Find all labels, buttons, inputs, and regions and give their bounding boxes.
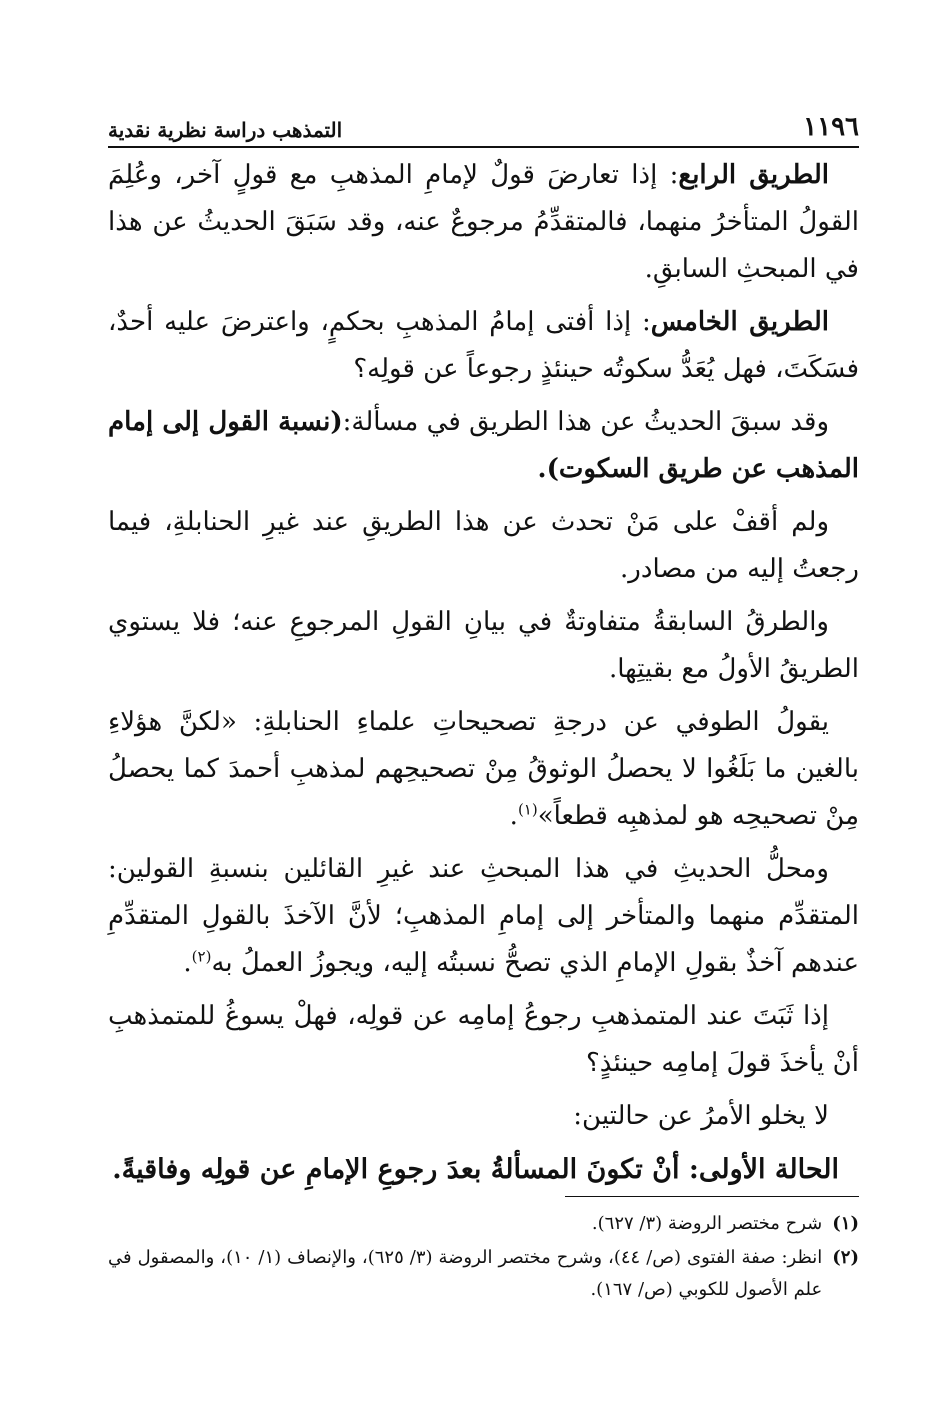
footnote-item [108, 1242, 859, 1306]
footnote-ref[interactable]: (٢) [191, 947, 212, 966]
paragraph-end: . [509, 801, 518, 831]
main-text [108, 152, 859, 1199]
footnote-item [108, 1208, 859, 1240]
footnote-text: شرح مختصر الروضة (٣/ ٦٢٧). [591, 1213, 823, 1234]
paragraph-label: الطريق الرابع [678, 160, 829, 190]
footnote-divider [565, 1196, 859, 1197]
footnotes [108, 1208, 859, 1308]
case-one-heading [108, 1146, 859, 1193]
paragraph-text: يقولُ الطوفي عن درجةِ تصحيحاتِ علماءِ الحنابلةِ: «لكنَّ هؤلاءِ بالغين ما بَلَغُوا لا يحصلُ الوثوقُ مِنْ تصحيحِهم لمذهبِ أحمدَ كما يحصلُ مِنْ تصحيحِه هو لمذهبِه قطعاً» [108, 707, 859, 831]
paragraph-tufi-quote [108, 699, 859, 840]
footnote-text: انظر: صفة الفتوى (ص/ ٤٤)، وشرح مختصر الروضة (٣/ ٦٢٥)، والإنصاف (١/ ١٠)، والمصقول في علم الأصول للكوبي (ص/ ١٦٧). [108, 1247, 823, 1300]
case-label: الحالة الأولى: [688, 1154, 839, 1185]
paragraph-fifth-method [108, 299, 859, 393]
case-text: أنْ تكونَ المسألةُ بعدَ رجوعِ الإمامِ عن قولِه وفاقيةً. [112, 1154, 680, 1185]
footnote-number: (٢) [832, 1247, 859, 1268]
paragraph-text: : إذا أفتى إمامُ المذهبِ بحكمٍ، واعترضَ عليه أحدٌ، فسَكَتَ، فهل يُعَدُّ سكوتُه حينئذٍ رجوعاً عن قولِه؟ [108, 307, 859, 384]
paragraph-fourth-method [108, 152, 859, 293]
paragraph-methods-vary: والطرقُ السابقةُ متفاوتةٌ في بيانِ القولِ المرجوعِ عنه؛ فلا يستوي الطريقُ الأولُ مع بقيتِها. [108, 607, 859, 684]
paragraph-scope [108, 846, 859, 987]
paragraph-label: الطريق الخامس [650, 307, 829, 337]
footnote-ref[interactable]: (١) [517, 800, 538, 819]
paragraph-end: . [183, 948, 192, 978]
paragraph-text: ومحلُّ الحديثِ في هذا المبحثِ عند غيرِ القائلين بنسبةِ القولين: المتقدِّم منهما والمتأخر إلى إمامِ المذهبِ؛ لأنَّ الآخذَ بالقولِ المتقدِّمِ عندهم آخذٌ بقولِ الإمامِ الذي تصحُّ نسبتُه إليه، ويجوزُ العملُ به [108, 854, 859, 978]
paragraph-question: إذا ثَبَتَ عند المتمذهبِ رجوعُ إمامِه عن قولِه، فهلْ يسوغُ للمتمذهبِ أنْ يأخذَ قولَ إمامِه حينئذٍ؟ [108, 1001, 859, 1078]
running-title: التمذهب دراسة نظرية نقدية [108, 118, 343, 142]
paragraph-text: : إذا تعارضَ قولٌ لإمامِ المذهبِ مع قولٍ آخر، وعُلِمَ القولُ المتأخرُ منهما، فالمتقدِّمُ مرجوعٌ عنه، وقد سَبَقَ الحديثُ عن هذا في المبحثِ السابقِ. [108, 160, 859, 284]
paragraph-two-cases: لا يخلو الأمرُ عن حالتين: [573, 1101, 829, 1131]
bold-title: (نسبة القول إلى إمام المذهب عن طريق السكوت). [108, 407, 859, 484]
page-header [108, 108, 859, 148]
paragraph-silence-reference [108, 399, 859, 493]
footnote-number: (١) [832, 1213, 859, 1234]
paragraph-text: وقد سبقَ الحديثُ عن هذا الطريق في مسألة: [342, 407, 829, 437]
page-number: ١١٩٦ [803, 112, 859, 142]
paragraph-sources: ولم أقفْ على مَنْ تحدث عن هذا الطريقِ عند غيرِ الحنابلةِ، فيما رجعتُ إليه من مصادر. [108, 507, 859, 584]
